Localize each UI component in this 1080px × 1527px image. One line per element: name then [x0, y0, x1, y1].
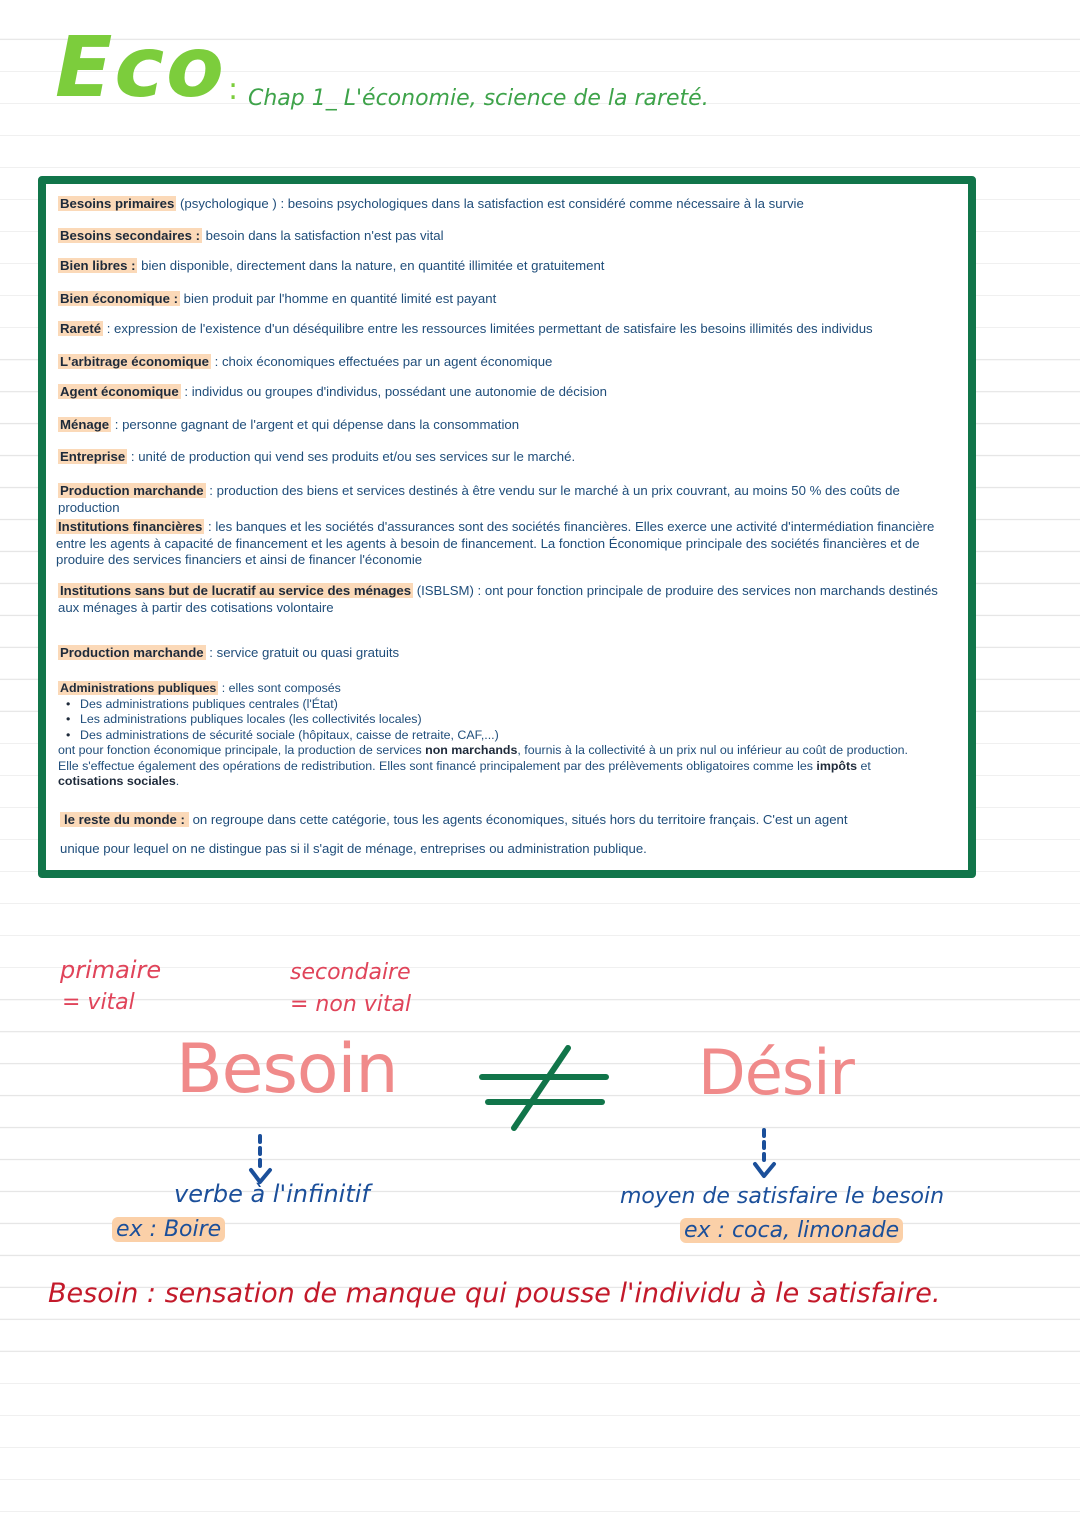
note-besoin-word: Besoin: [176, 1030, 398, 1109]
definition-term: Production marchande: [60, 645, 204, 660]
definitions-box: [38, 176, 976, 878]
definition-text: : unité de production qui vend ses produits et/ou ses services sur le marché.: [127, 449, 576, 464]
note-desir-description: moyen de satisfaire le besoin: [620, 1184, 945, 1209]
definition-text: unique pour lequel on ne distingue pas si il s'agit de ménage, entreprises ou administration publique.: [60, 841, 647, 856]
note-desir-example-text: ex : coca, limonade: [680, 1218, 903, 1243]
definition-administrations-publiques: [58, 681, 958, 790]
definition-reste-du-monde: [60, 812, 960, 829]
definition-text: : besoins psychologiques dans la satisfaction est considéré comme nécessaire à la survie: [280, 196, 804, 211]
paragraph-text: Elle s'effectue également des opérations de redistribution. Elles sont financé principalement par des prélèvements obligatoires comme les: [58, 758, 817, 773]
paragraph-text: ont pour fonction économique principale, la production de services: [58, 743, 426, 757]
definition-besoins-primaires: [58, 196, 958, 213]
definition-text: : production des biens et services destinés à être vendu sur le marché à un prix couvrant, au moins 50 % des coûts de production: [58, 483, 900, 515]
definition-text: : personne gagnant de l'argent et qui dépense dans la consommation: [111, 417, 520, 432]
definition-text: (ISBLSM) : ont pour fonction principale de produire des services non marchands destinés aux ménages à partir des cotisations volontaire: [58, 583, 938, 615]
paragraph-text: et: [857, 758, 871, 773]
note-besoin-example-text: ex : Boire: [112, 1217, 225, 1242]
definition-text: : expression de l'existence d'un déséquilibre entre les ressources limitées permettant de satisfaire les besoins illimités des individus: [103, 321, 873, 336]
definition-term: Besoins secondaires :: [60, 228, 200, 243]
administrations-paragraph-1: [58, 743, 958, 759]
subject-title: Eco: [55, 18, 226, 116]
definition-text: bien disponible, directement dans la nature, en quantité illimitée et gratuitement: [137, 258, 605, 273]
note-desir-word: Désir: [698, 1036, 854, 1109]
paragraph-text: .: [175, 774, 180, 788]
definition-term: Besoins primaires: [60, 196, 175, 211]
note-besoin-description: verbe à l'infinitif: [174, 1180, 370, 1208]
note-besoin-definition: Besoin : sensation de manque qui pousse l'individu à le satisfaire.: [48, 1278, 941, 1309]
definition-term: Rareté: [60, 321, 102, 336]
administrations-paragraph-2: [58, 759, 958, 790]
definition-term: Bien économique :: [60, 291, 178, 306]
definition-text: : elles sont composés: [218, 681, 341, 695]
list-item: • Des administrations publiques centrales (l'État): [66, 697, 958, 713]
definition-besoins-secondaires: [58, 228, 958, 245]
definition-production-marchande: [58, 483, 938, 516]
definition-bien-economique: [58, 291, 958, 308]
definition-text: : les banques et les sociétés d'assurances sont des sociétés financières. Elles exerce une activité d'intermédiation financière entre les agents à capacité de financement et les agents à besoin de financement. La fonction Économique principale des sociétés financières et de produire des services financiers et ainsi de financer l'économie: [56, 519, 935, 567]
list-item: • Les administrations publiques locales (les collectivités locales): [66, 712, 958, 728]
definition-menage: [58, 417, 958, 434]
chapter-title: Chap 1_ L'économie, science de la rareté.: [248, 86, 709, 111]
definition-isblsm: [58, 583, 938, 616]
definition-text: : choix économiques effectuées par un agent économique: [210, 354, 553, 369]
paragraph-bold: non marchands: [425, 743, 518, 757]
note-secondaire: secondaire: [290, 960, 411, 985]
definition-term: Production marchande: [60, 483, 204, 498]
definition-reste-du-monde-cont: [60, 841, 960, 858]
definition-term: Entreprise: [60, 449, 126, 464]
definition-term: L'arbitrage économique: [60, 354, 209, 369]
definition-text: : service gratuit ou quasi gratuits: [205, 645, 400, 660]
paragraph-text: , fournis à la collectivité à un prix nul ou inférieur au coût de production.: [517, 743, 908, 757]
definition-term: Agent économique: [60, 384, 179, 399]
list-item: • Des administrations de sécurité sociale (hôpitaux, caisse de retraite, CAF,...): [66, 728, 958, 744]
definition-text: besoin dans la satisfaction n'est pas vital: [202, 228, 444, 243]
definition-text: : individus ou groupes d'individus, possédant une autonomie de décision: [180, 384, 607, 399]
definition-rarete: [58, 321, 958, 338]
definition-term: Bien libres :: [60, 258, 136, 273]
definition-term: Institutions financières: [58, 519, 203, 534]
definition-text: bien produit par l'homme en quantité limité est payant: [179, 291, 497, 306]
definition-institutions-financieres: [56, 519, 946, 569]
paragraph-bold: cotisations sociales: [58, 774, 176, 788]
definition-production-non-marchande: [58, 645, 958, 662]
note-desir-example: [680, 1218, 903, 1243]
note-besoin-example: [112, 1217, 225, 1242]
definition-term: Administrations publiques: [60, 681, 217, 695]
paragraph-bold: impôts: [816, 758, 858, 773]
note-non-vital: = non vital: [290, 992, 412, 1017]
definition-agent-economique: [58, 384, 958, 401]
definition-arbitrage: [58, 354, 958, 371]
definition-term: le reste du monde :: [60, 812, 189, 827]
note-primaire: primaire: [60, 956, 162, 984]
arrow-down-icon: [750, 1126, 780, 1186]
definition-term: Ménage: [60, 417, 110, 432]
definition-entreprise: [58, 449, 958, 466]
definition-extra: (psychologique ): [176, 196, 281, 211]
definition-bien-libres: [58, 258, 958, 275]
definition-text: on regroupe dans cette catégorie, tous les agents économiques, situés hors du territoire français. C'est un agent: [188, 812, 848, 827]
administrations-list: [58, 697, 958, 744]
not-equal-icon: [478, 1044, 610, 1134]
definition-term: Institutions sans but de lucratif au service des ménages: [60, 583, 412, 598]
title-colon: :: [228, 72, 239, 107]
note-vital: = vital: [62, 990, 135, 1015]
